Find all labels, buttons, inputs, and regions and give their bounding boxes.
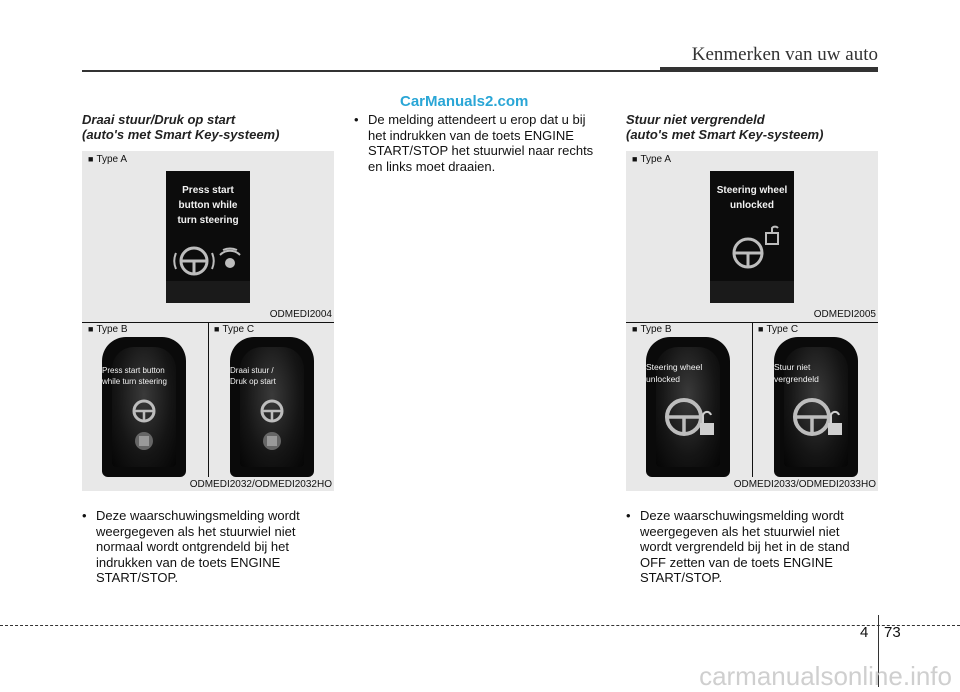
figure-divider-vertical [752, 322, 753, 477]
right-type-b-message: Steering wheel unlocked [646, 362, 703, 384]
square-icon: ■ [632, 324, 638, 334]
steering-wheel-unlocked-icon [788, 395, 846, 443]
square-icon: ■ [758, 324, 764, 334]
right-section-title [626, 112, 823, 142]
right-figure-panel [626, 151, 878, 491]
left-code-a: ODMEDI2004 [269, 309, 332, 320]
bullet-icon: • [626, 508, 631, 523]
right-code-bc: ODMEDI2033/ODMEDI2033HO [733, 479, 876, 490]
left-type-a-display [166, 171, 250, 303]
right-body-paragraph: • Deze waarschuwingsmelding wordt weergegeven als het stuurwiel niet wordt vergrendeld bij het in de stand OFF zetten van de toets ENGINE START/STOP. [626, 508, 850, 585]
square-icon: ■ [88, 154, 94, 164]
square-icon: ■ [632, 154, 638, 164]
right-type-b-display [646, 337, 730, 477]
running-header-title: Kenmerken van uw auto [691, 44, 878, 65]
left-type-c-message: Draai stuur / Druk op start [230, 366, 276, 386]
right-type-c-message: Stuur niet vergrendeld [774, 362, 819, 384]
footer-rule [0, 625, 960, 626]
left-type-b-display [102, 337, 186, 477]
square-icon: ■ [88, 324, 94, 334]
steering-wheel-unlocked-icon [728, 225, 780, 275]
bullet-icon: • [82, 508, 87, 523]
chapter-number: 4 [860, 624, 869, 641]
left-body-paragraph: • Deze waarschuwingsmelding wordt weergegeven als het stuurwiel niet normaal wordt ontgrendeld bij het indrukken van de toets ENGINE START/STOP. [82, 508, 300, 585]
steering-wheel-icon [128, 397, 160, 457]
right-type-a-message: Steering wheel unlocked [716, 185, 788, 211]
header-rule-accent [660, 67, 878, 72]
middle-body-paragraph: • De melding attendeert u erop dat u bij het indrukken van de toets ENGINE START/STOP het stuurwiel naar rechts en links moet draaien. [354, 112, 594, 174]
watermark-footer: carmanualsonline.info [699, 661, 952, 691]
steering-wheel-rotate-icon [172, 241, 244, 281]
left-type-a-label: ■ Type A [88, 154, 128, 165]
left-section-title [82, 112, 279, 142]
left-type-c-label: ■ Type C [214, 324, 255, 335]
left-type-c-display [230, 337, 314, 477]
right-type-a-label: ■ Type A [632, 154, 672, 165]
left-title-line2: (auto's met Smart Key-systeem) [82, 127, 280, 142]
steering-wheel-unlocked-icon [660, 395, 718, 443]
right-title-line2: (auto's met Smart Key-systeem) [626, 127, 824, 142]
left-type-a-message: Press start button while turn steering [177, 185, 239, 226]
right-type-a-display [710, 171, 794, 303]
left-type-b-message: Press start button while turn steering [102, 366, 167, 386]
left-type-b-label: ■ Type B [88, 324, 128, 335]
left-code-bc: ODMEDI2032/ODMEDI2032HO [189, 479, 332, 490]
left-figure-panel [82, 151, 334, 491]
right-type-c-display [774, 337, 858, 477]
square-icon: ■ [214, 324, 220, 334]
right-type-c-label: ■ Type C [758, 324, 799, 335]
figure-divider-vertical [208, 322, 209, 477]
bullet-icon: • [354, 112, 359, 127]
watermark-link[interactable]: CarManuals2.com [400, 93, 529, 110]
steering-wheel-icon [256, 397, 288, 457]
gear-indicator-strip [166, 281, 250, 303]
page-number: 73 [884, 624, 901, 641]
left-title-line1: Draai stuur/Druk op start [82, 112, 236, 127]
gear-indicator-strip [710, 281, 794, 303]
right-code-a: ODMEDI2005 [813, 309, 876, 320]
right-type-b-label: ■ Type B [632, 324, 672, 335]
right-title-line1: Stuur niet vergrendeld [626, 112, 765, 127]
